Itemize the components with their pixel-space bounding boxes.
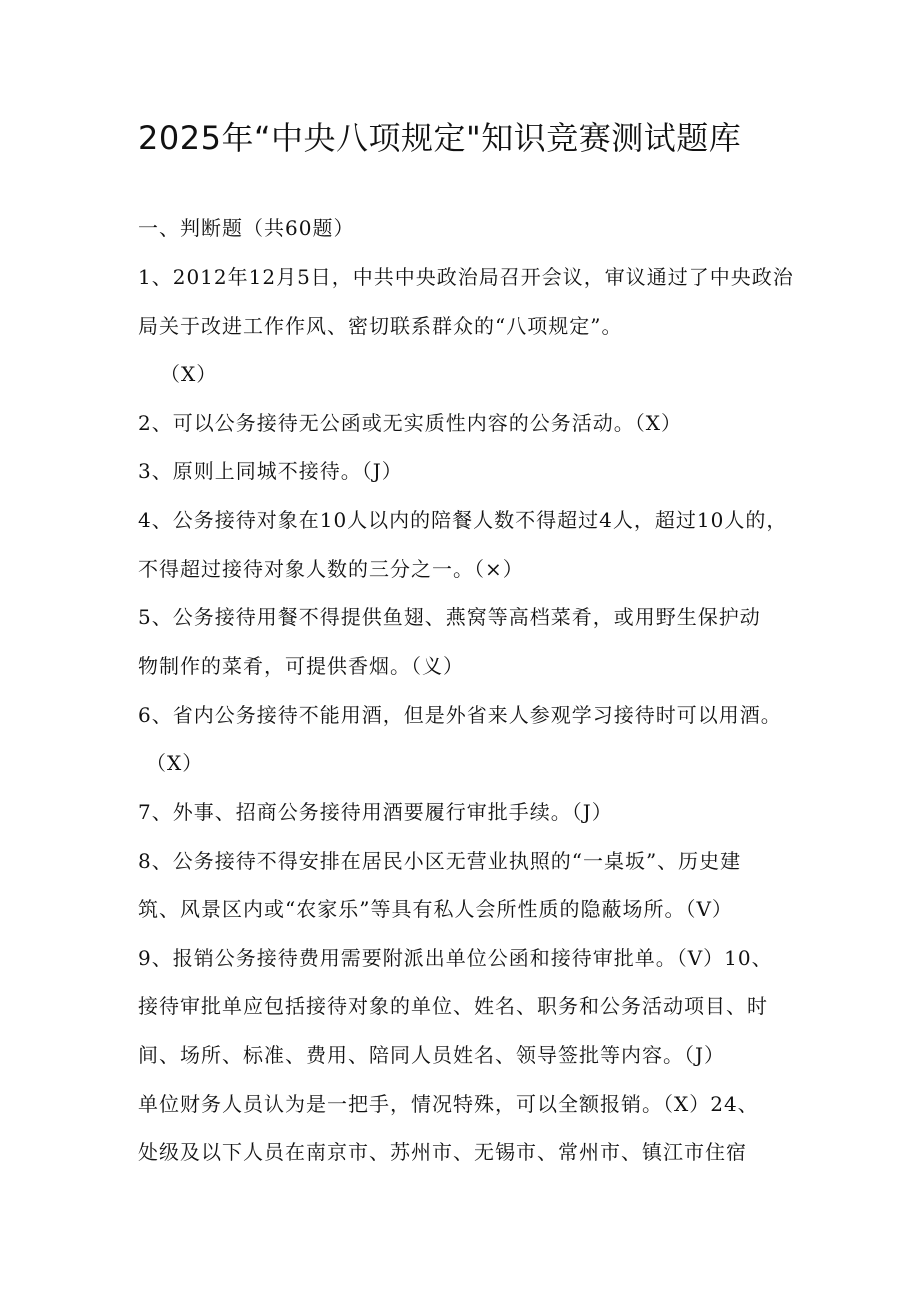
text-line: 3、原则上同城不接待。（J）: [138, 459, 403, 483]
answer-line: （X）: [146, 751, 204, 775]
answer-line: （X）: [160, 362, 218, 386]
text-line: 8、公务接待不得安排在居民小区无营业执照的“一桌坂”、历史建: [138, 849, 742, 873]
text-line: 单位财务人员认为是一把手，情况特殊，可以全额报销。（X）24、: [138, 1092, 759, 1116]
text-line: 4、公务接待对象在10人以内的陪餐人数不得超过4人，超过10人的，: [138, 508, 788, 532]
text-line: 局关于改进工作作风、密切联系群众的“八项规定”。: [138, 314, 623, 338]
text-line: 5、公务接待用餐不得提供鱼翅、燕窝等高档菜肴，或用野生保护动: [138, 605, 761, 629]
text-line: 物制作的菜肴，可提供香烟。（义）: [138, 654, 464, 678]
text-line: 间、场所、标准、费用、陪同人员姓名、领导签批等内容。（J）: [138, 1043, 726, 1067]
text-line: 7、外事、招商公务接待用酒要履行审批手续。（J）: [138, 800, 613, 824]
text-line: 9、报销公务接待费用需要附派出单位公函和接待审批单。（V）10、: [138, 946, 773, 970]
text-line: 处级及以下人员在南京市、苏州市、无锡市、常州市、镇江市住宿: [138, 1140, 747, 1164]
text-line: 接待审批单应包括接待对象的单位、姓名、职务和公务活动项目、时: [138, 994, 768, 1018]
text-line: 1、2012年12月5日，中共中央政治局召开会议，审议通过了中央政治: [138, 265, 794, 289]
text-line: 6、省内公务接待不能用酒，但是外省来人参观学习接待时可以用酒。: [138, 703, 782, 727]
document-title: 2025年“中央八项规定"知识竞赛测试题库: [138, 119, 742, 157]
text-line: 不得超过接待对象人数的三分之一。（×）: [138, 557, 524, 581]
text-line: 2、可以公务接待无公函或无实质性内容的公务活动。（X）: [138, 411, 682, 435]
section-heading: 一、判断题（共60题）: [138, 216, 355, 240]
text-line: 筑、风景区内或“农家乐”等具有私人会所性质的隐蔽场所。（V）: [138, 897, 733, 921]
